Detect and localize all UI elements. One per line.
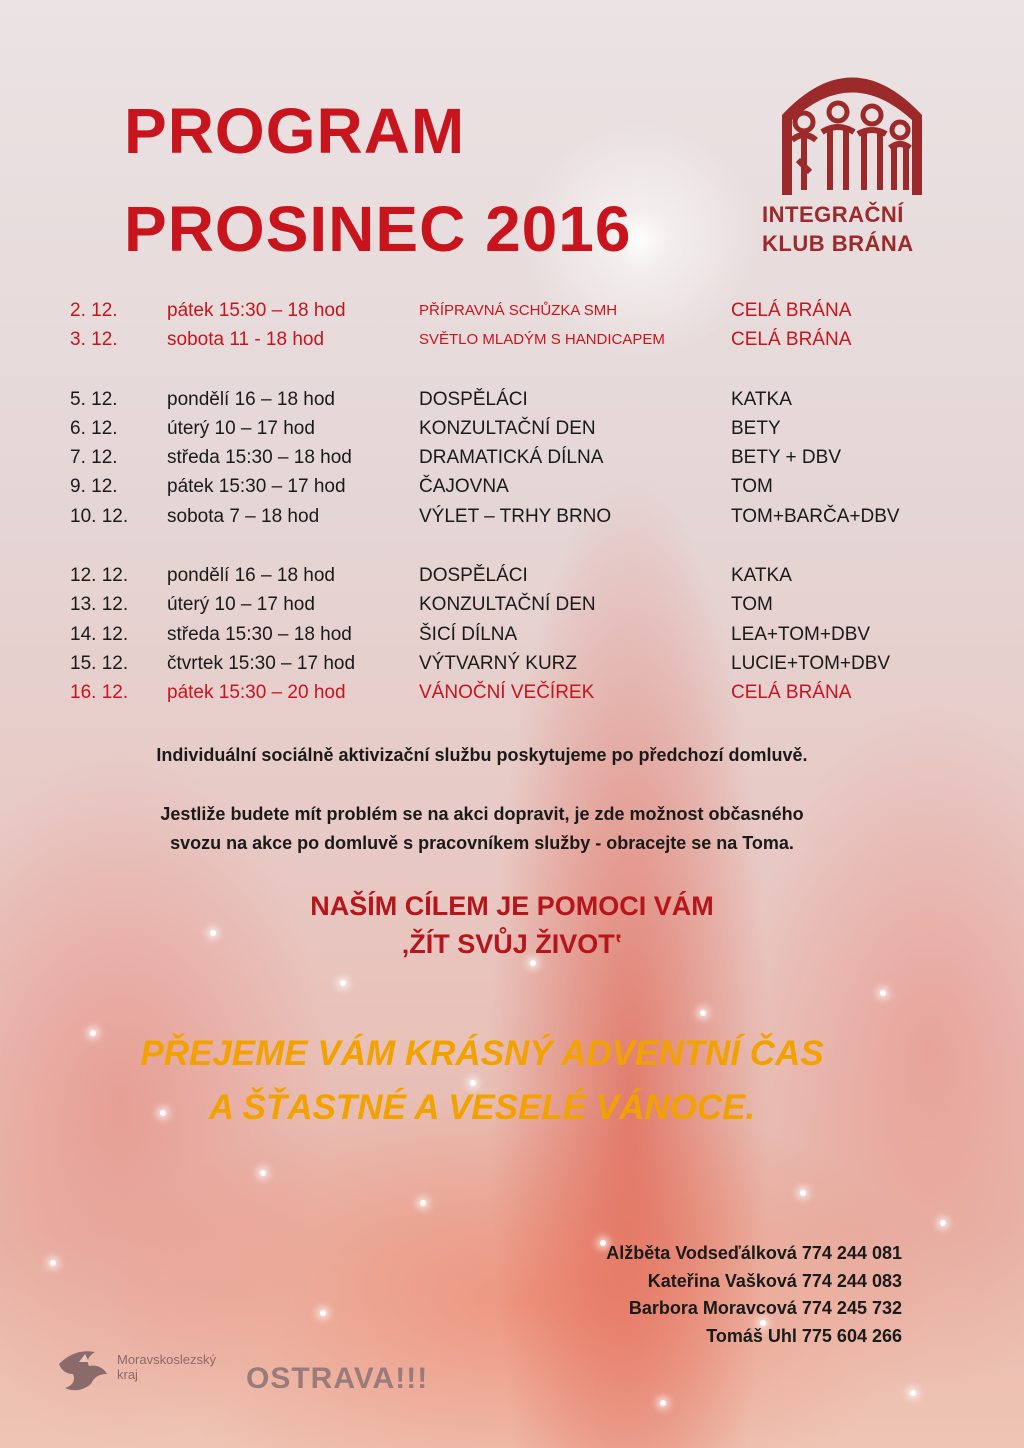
row-date: 9. 12.	[70, 476, 118, 498]
row-who: TOM+BARČA+DBV	[731, 505, 900, 527]
row-who: KATKA	[731, 565, 792, 587]
transport-note-line-1: Jestliže budete mít problém se na akci dopravit, je zde možnost občasného	[160, 804, 804, 824]
contact-list	[606, 1240, 902, 1350]
aim-line-1: NAŠÍM CÍLEM JE POMOCI VÁM	[310, 891, 714, 921]
schedule-table	[70, 300, 950, 712]
region-name-line-2: kraj	[117, 1367, 138, 1382]
logo-text-line-2: KLUB BRÁNA	[762, 231, 914, 256]
row-event: ŠICÍ DÍLNA	[419, 623, 518, 645]
row-event: DOSPĚLÁCI	[419, 388, 528, 410]
row-who: CELÁ BRÁNA	[731, 682, 852, 704]
row-time: pátek 15:30 – 20 hod	[167, 682, 346, 704]
logo-text-line-1: INTEGRAČNÍ	[762, 202, 904, 227]
page-title	[124, 82, 631, 278]
schedule-row	[70, 447, 950, 476]
row-date: 13. 12.	[70, 594, 129, 616]
row-date: 15. 12.	[70, 652, 129, 674]
title-line-2: PROSINEC 2016	[124, 193, 632, 265]
row-date: 12. 12.	[70, 565, 129, 587]
row-who: TOM	[731, 476, 773, 498]
row-time: pondělí 16 – 18 hod	[167, 565, 335, 587]
schedule-row	[70, 565, 950, 594]
row-time: středa 15:30 – 18 hod	[167, 623, 352, 645]
contact-item: Alžběta Vodseďálková 774 244 081	[606, 1243, 902, 1263]
row-time: pondělí 16 – 18 hod	[167, 388, 335, 410]
schedule-row	[70, 594, 950, 623]
row-who: BETY	[731, 417, 781, 439]
row-time: středa 15:30 – 18 hod	[167, 447, 352, 469]
row-event: DOSPĚLÁCI	[419, 565, 528, 587]
row-date: 2. 12.	[70, 300, 118, 321]
wish-line-2: A ŠŤASTNÉ A VESELÉ VÁNOCE.	[208, 1088, 756, 1127]
row-who: KATKA	[731, 388, 792, 410]
row-event: ČAJOVNA	[419, 476, 509, 498]
individual-service-note: Individuální sociálně aktivizační službu poskytujeme po předchozí domluvě.	[156, 745, 808, 765]
row-who: BETY + DBV	[731, 447, 842, 469]
title-line-1: PROGRAM	[124, 95, 466, 167]
row-event: DRAMATICKÁ DÍLNA	[419, 447, 604, 469]
row-date: 14. 12.	[70, 623, 129, 645]
region-name-line-1: Moravskoslezský	[117, 1352, 216, 1367]
row-who: CELÁ BRÁNA	[731, 329, 852, 351]
schedule-row	[70, 418, 950, 447]
transport-note-line-2: svozu na akce po domluvě s pracovníkem služby - obracejte se na Toma.	[170, 833, 794, 853]
contact-item: Tomáš Uhl 775 604 266	[706, 1325, 902, 1346]
schedule-row	[70, 682, 950, 711]
row-who: TOM	[731, 594, 773, 616]
contact-item: Barbora Moravcová 774 245 732	[628, 1298, 902, 1318]
schedule-row	[70, 506, 950, 535]
aim-statement	[60, 887, 964, 963]
transport-note	[60, 800, 904, 858]
schedule-row	[70, 329, 950, 358]
row-event: SVĚTLO MLADÝM S HANDICAPEM	[419, 331, 665, 349]
schedule-row	[70, 653, 950, 682]
row-time: pátek 15:30 – 18 hod	[167, 300, 346, 321]
row-time: sobota 7 – 18 hod	[167, 505, 320, 527]
row-date: 10. 12.	[70, 505, 129, 527]
klub-brana-logo	[762, 60, 942, 260]
contact-item: Kateřina Vašková 774 244 083	[647, 1270, 902, 1291]
row-time: čtvrtek 15:30 – 17 hod	[167, 652, 356, 674]
row-date: 16. 12.	[70, 682, 129, 704]
row-who: LUCIE+TOM+DBV	[731, 652, 891, 674]
row-date: 3. 12.	[70, 329, 118, 351]
row-event: VÁNOČNÍ VEČÍREK	[419, 682, 595, 704]
row-date: 6. 12.	[70, 417, 118, 439]
christmas-wish	[0, 1027, 964, 1135]
ostrava-logo: OSTRAVA!!!	[246, 1362, 429, 1395]
row-event: KONZULTAČNÍ DEN	[419, 417, 596, 439]
gate-people-icon	[762, 60, 942, 200]
row-time: sobota 11 - 18 hod	[167, 329, 325, 351]
row-who: LEA+TOM+DBV	[731, 623, 871, 645]
row-time: pátek 15:30 – 17 hod	[167, 476, 346, 498]
moravskoslezsky-kraj-logo	[55, 1340, 245, 1400]
wish-line-1: PŘEJEME VÁM KRÁSNÝ ADVENTNÍ ČAS	[140, 1034, 824, 1073]
row-time: úterý 10 – 17 hod	[167, 417, 315, 439]
aim-line-2: ‚ŽÍT SVŮJ ŽIVOT‛	[401, 929, 623, 959]
row-date: 5. 12.	[70, 388, 118, 410]
schedule-row	[70, 476, 950, 505]
row-who: CELÁ BRÁNA	[731, 300, 852, 321]
row-date: 7. 12.	[70, 447, 118, 469]
schedule-row	[70, 389, 950, 418]
row-event: VÝTVARNÝ KURZ	[419, 652, 578, 674]
schedule-row	[70, 300, 950, 329]
schedule-row	[70, 624, 950, 653]
row-event: VÝLET – TRHY BRNO	[419, 505, 612, 527]
row-event: PŘÍPRAVNÁ SCHŮZKA SMH	[419, 302, 618, 319]
row-event: KONZULTAČNÍ DEN	[419, 594, 596, 616]
row-time: úterý 10 – 17 hod	[167, 594, 315, 616]
region-emblem-icon	[55, 1344, 111, 1396]
